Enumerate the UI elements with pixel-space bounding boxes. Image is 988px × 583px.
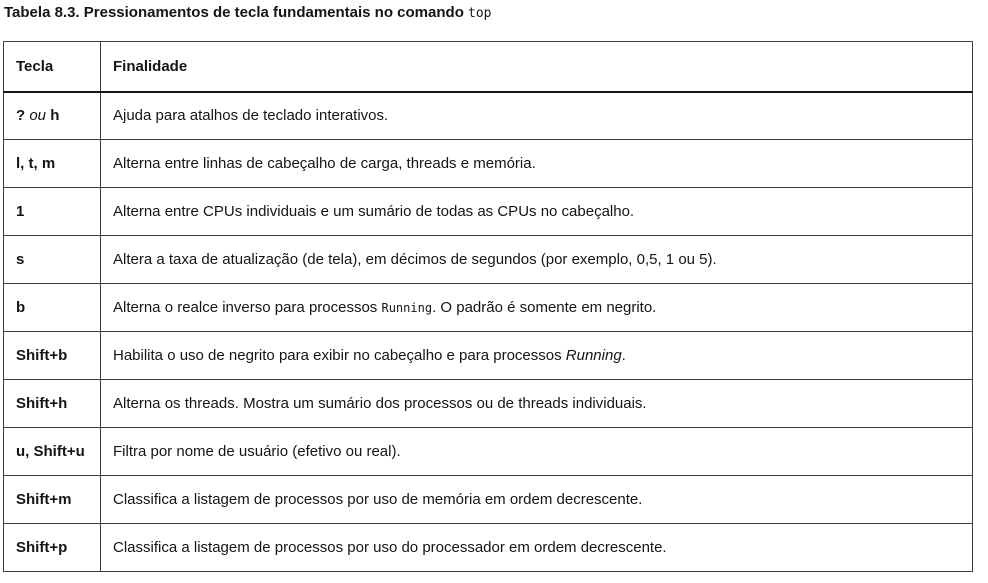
keystrokes-table [3, 41, 973, 572]
purpose-emphasis: Running [565, 347, 622, 364]
purpose-cell: Classifica a listagem de processos por uso do processador em ordem decrescente. [101, 524, 973, 572]
key-cell: b [4, 284, 101, 332]
purpose-cell: Altera a taxa de atualização (de tela), em décimos de segundos (por exemplo, 0,5, 1 ou 5). [101, 236, 973, 284]
table-row [4, 428, 973, 476]
purpose-text: Habilita o uso de negrito para exibir no cabeçalho e para processos [113, 347, 562, 364]
key-cell: Shift+b [4, 332, 101, 380]
purpose-cell: Classifica a listagem de processos por uso de memória em ordem decrescente. [101, 476, 973, 524]
table-row [4, 380, 973, 428]
table-header-row [4, 42, 973, 92]
key-cell: s [4, 236, 101, 284]
key-or-word: ou [29, 107, 47, 125]
key-part: ? [16, 107, 26, 125]
table-caption [4, 4, 492, 21]
purpose-code: Running [381, 301, 433, 315]
purpose-text: Alterna o realce inverso para processos [113, 299, 378, 316]
table-row [4, 332, 973, 380]
purpose-cell: Alterna entre linhas de cabeçalho de carga, threads e memória. [101, 140, 973, 188]
table-row [4, 524, 973, 572]
table-row [4, 188, 973, 236]
header-key: Tecla [4, 42, 101, 92]
table-row [4, 284, 973, 332]
purpose-cell [101, 284, 973, 332]
header-purpose: Finalidade [101, 42, 973, 92]
key-cell: Shift+h [4, 380, 101, 428]
purpose-cell: Alterna entre CPUs individuais e um sumário de todas as CPUs no cabeçalho. [101, 188, 973, 236]
table-row [4, 140, 973, 188]
key-cell [4, 92, 101, 140]
caption-command: top [468, 6, 492, 21]
purpose-text: . O padrão é somente em negrito. [432, 299, 657, 316]
table-row [4, 476, 973, 524]
key-cell: l, t, m [4, 140, 101, 188]
purpose-cell: Ajuda para atalhos de teclado interativos. [101, 92, 973, 140]
table-row [4, 236, 973, 284]
key-part: h [50, 107, 60, 125]
purpose-cell [101, 332, 973, 380]
key-cell: 1 [4, 188, 101, 236]
purpose-text: . [621, 347, 626, 364]
purpose-cell: Alterna os threads. Mostra um sumário dos processos ou de threads individuais. [101, 380, 973, 428]
purpose-cell: Filtra por nome de usuário (efetivo ou real). [101, 428, 973, 476]
key-cell: u, Shift+u [4, 428, 101, 476]
caption-text: Tabela 8.3. Pressionamentos de tecla fundamentais no comando [4, 4, 464, 21]
key-cell: Shift+m [4, 476, 101, 524]
key-cell: Shift+p [4, 524, 101, 572]
table-row [4, 92, 973, 140]
